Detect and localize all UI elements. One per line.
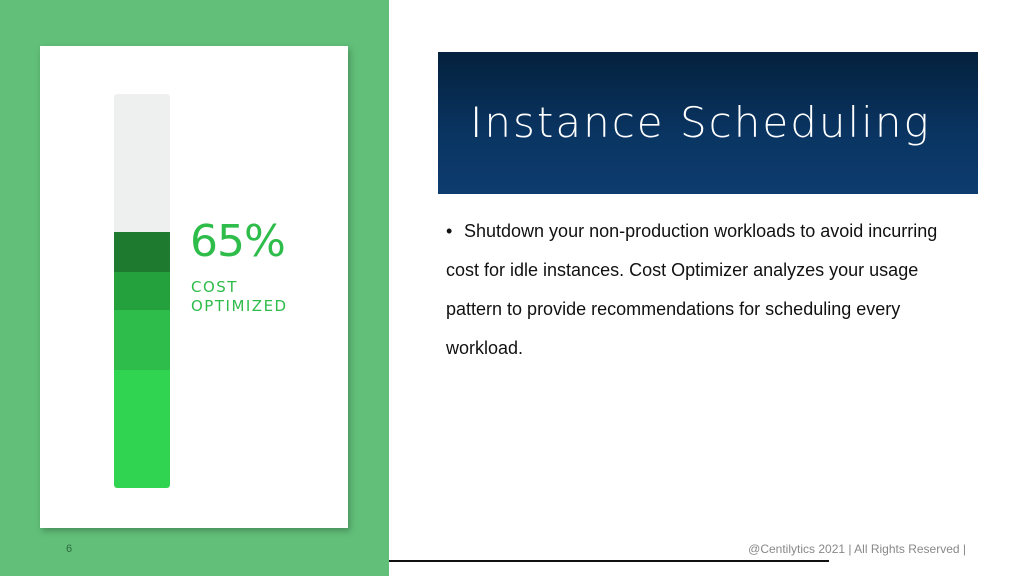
cost-optimized-caption <box>191 278 288 316</box>
page-number: 6 <box>66 543 73 555</box>
caption-line-2: OPTIMIZED <box>191 297 288 315</box>
progress-bar-fill <box>114 232 170 488</box>
title-box <box>438 52 978 194</box>
body-paragraph <box>446 212 966 368</box>
progress-bar-segment-mid <box>114 272 170 310</box>
copyright-text: @Centilytics 2021 | All Rights Reserved | <box>748 542 966 556</box>
progress-bar-segment-light <box>114 310 170 370</box>
left-panel <box>0 0 389 576</box>
progress-bar-track <box>114 94 170 488</box>
progress-bar-segment-dark <box>114 232 170 272</box>
body-text: Shutdown your non-production workloads to avoid incurring cost for idle instances. Cost Optimizer analyzes your usage pattern to provide recommendations for scheduling every workload. <box>446 221 938 358</box>
footer-divider <box>389 560 829 562</box>
caption-line-1: COST <box>191 278 238 296</box>
slide-title: Instance Scheduling <box>470 98 931 147</box>
progress-bar-segment-lightest <box>114 370 170 488</box>
percent-label: 65% <box>190 216 285 267</box>
progress-card <box>40 46 348 528</box>
bullet-icon: • <box>446 221 453 241</box>
